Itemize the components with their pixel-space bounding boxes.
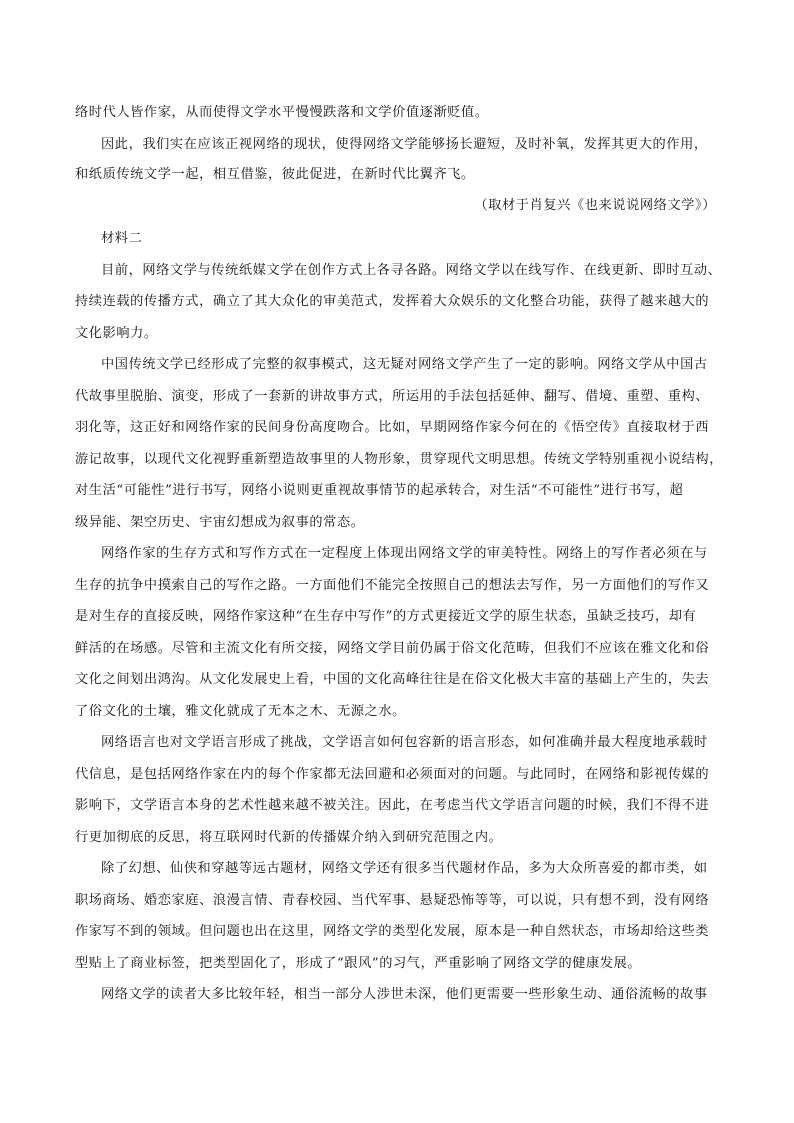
text-line: 文化影响力。 [75, 326, 158, 341]
text-line: 因此，我们实在应该正视网络的现状，使得网络文学能够扬长避短，及时补氧，发挥其更大的作用， [101, 137, 708, 152]
text-line: 是对生存的直接反映，网络作家这种“在生存中写作”的方式更接近文学的原生状态，虽缺乏技巧，却有 [75, 609, 697, 624]
text-line: 了俗文化的土壤，雅文化就成了无本之木、无源之水。 [75, 704, 406, 719]
source-citation: （取材于肖复兴《也来说说网络文学》） [474, 198, 716, 213]
text-line: 生存的抗争中摸索自己的写作之路。一方面他们不能完全按照自己的想法去写作，另一方面他们的写作又 [75, 578, 710, 593]
text-line: 络时代人皆作家，从而使得文学水平慢慢跌落和文学价值逐渐贬值。 [75, 105, 489, 120]
text-line: 影响下，文学语言本身的艺术性越来越不被关注。因此，在考虑当代文学语言问题的时候，我们不得不进 [75, 798, 710, 813]
text-line: 羽化等，这正好和网络作家的民间身份高度吻合。比如，早期网络作家今何在的《悟空传》直接取材于西 [75, 420, 710, 435]
text-line: 行更加彻底的反思，将互联网时代新的传播媒介纳入到研究范围之内。 [75, 830, 503, 845]
text-line: 游记故事，以现代文化视野重新塑造故事里的人物形象，贯穿现代文明思想。传统文学特别重视小说结构， [75, 452, 724, 467]
text-line: 级异能、架空历史、宇宙幻想成为叙事的常态。 [75, 515, 365, 530]
text-line: 持续连载的传播方式，确立了其大众化的审美范式，发挥着大众娱乐的文化整合功能，获得了越来越大的 [75, 294, 710, 309]
text-line: 代信息，是包括网络作家在内的每个作家都无法回避和必须面对的问题。与此同时，在网络和影视传媒的 [75, 767, 710, 782]
text-line: 网络文学的读者大多比较年轻，相当一部分人涉世未深，他们更需要一些形象生动、通俗流畅的故事 [101, 987, 708, 1002]
section-heading: 材料二 [101, 231, 143, 246]
text-line: 鲜活的在场感。尽管和主流文化有所交接，网络文学目前仍属于俗文化范畴，但我们不应该在雅文化和俗 [75, 641, 710, 656]
text-line: 型贴上了商业标签，把类型固化了，形成了“跟风”的习气，严重影响了网络文学的健康发展。 [75, 956, 642, 971]
text-line: 作家写不到的领域。但问题也出在这里，网络文学的类型化发展，原本是一种自然状态，市场却给这些类 [75, 924, 710, 939]
text-line: 代故事里脱胎、演变，形成了一套新的讲故事方式，所运用的手法包括延伸、翻写、借境、重塑、重构、 [75, 389, 710, 404]
text-line: 网络作家的生存方式和写作方式在一定程度上体现出网络文学的审美特性。网络上的写作者必须在与 [101, 546, 708, 561]
text-line: 目前，网络文学与传统纸媒文学在创作方式上各寻各路。网络文学以在线写作、在线更新、即时互动、 [101, 263, 722, 278]
text-line: 除了幻想、仙侠和穿越等远古题材，网络文学还有很多当代题材作品，多为大众所喜爱的都市类，如 [101, 861, 708, 876]
text-line: 文化之间划出鸿沟。从文化发展史上看，中国的文化高峰往往是在俗文化极大丰富的基础上产生的，失去 [75, 672, 710, 687]
text-line: 中国传统文学已经形成了完整的叙事模式，这无疑对网络文学产生了一定的影响。网络文学从中国古 [101, 357, 708, 372]
text-line: 和纸质传统文学一起，相互借鉴，彼此促进，在新时代比翼齐飞。 [75, 167, 475, 182]
text-line: 职场商场、婚恋家庭、浪漫言情、青春校园、当代军事、悬疑恐怖等等，可以说，只有想不到，没有网络 [75, 893, 710, 908]
text-line: 对生活“可能性”进行书写，网络小说则更重视故事情节的起承转合，对生活“不可能性”进行书写，超 [75, 483, 684, 498]
text-line: 网络语言也对文学语言形成了挑战，文学语言如何包容新的语言形态，如何准确并最大程度地承载时 [101, 735, 708, 750]
